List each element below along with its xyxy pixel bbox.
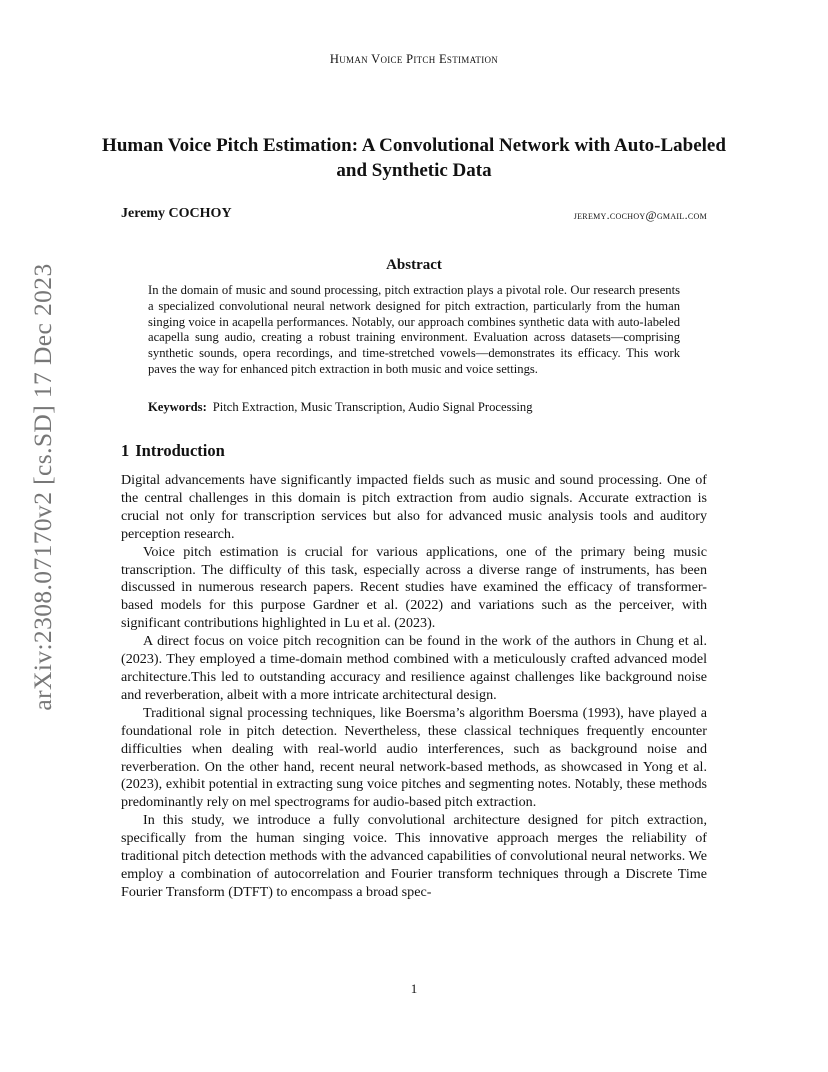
keywords-line xyxy=(148,400,688,415)
abstract-text: In the domain of music and sound processing, pitch extraction plays a pivotal role. Our research presents a specialized convolutional neural network designed for pitch extraction, particularly from the human singing voice in acapella performances. Notably, our approach combines synthetic data with auto-labeled acapella sung audio, creating a robust training environment. Evaluation across datasets—comprising synthetic sounds, opera recordings, and time-stretched vowels—demonstrates its efficacy. This work paves the way for enhanced pitch extraction in both music and voice settings. xyxy=(148,283,680,376)
section-number: 1 xyxy=(121,441,130,460)
keywords-list: Pitch Extraction, Music Transcription, Audio Signal Processing xyxy=(212,400,533,414)
body-paragraph: Traditional signal processing techniques, like Boersma’s algorithm Boersma (1993), have played a foundational role in pitch detection. Nevertheless, these classical techniques frequently encounter difficulties when dealing with real-world audio interferences, such as background noise and reverberation. On the other hand, recent neural network-based methods, as showcased in Yong et al. (2023), exhibit potential in extracting sung voice pitches and segmenting notes. Notably, these methods predominantly rely on mel spectrograms for audio-based pitch extraction. xyxy=(121,704,707,811)
section-heading xyxy=(121,441,231,461)
body-paragraph: Digital advancements have significantly impacted fields such as music and sound processing. One of the central challenges in this domain is pitch extraction from audio signals. Accurate extraction is crucial not only for transcription services but also for advanced music analysis tools and auditory perception research. xyxy=(121,472,707,542)
author-email: jeremy.cochoy@gmail.com xyxy=(573,208,707,222)
body-paragraph: A direct focus on voice pitch recognition can be found in the work of the authors in Chung et al. (2023). They employed a time-domain method combined with a meticulously crafted advanced model architecture.This led to outstanding accuracy and resilience against challenges like background noise and reverberation, albeit with a more intricate architectural design. xyxy=(121,633,707,703)
page-number: 1 xyxy=(410,981,418,996)
body-paragraph: In this study, we introduce a fully convolutional architecture designed for pitch extraction, specifically from the human singing voice. This innovative approach merges the reliability of traditional pitch detection methods with the advanced capabilities of convolutional neural networks. We employ a combination of autocorrelation and Fourier transform techniques through a Discrete Time Fourier Transform (DTFT) to encompass a broad spec- xyxy=(121,812,707,900)
keywords-label: Keywords: xyxy=(148,400,207,414)
abstract-heading: Abstract xyxy=(386,257,442,273)
arxiv-identifier-stamp: arXiv:2308.07170v2 [cs.SD] 17 Dec 2023 xyxy=(28,263,57,711)
paper-title: Human Voice Pitch Estimation: A Convolutional Network with Auto-Labeled and Synthetic Data xyxy=(102,135,726,181)
running-head: Human Voice Pitch Estimation xyxy=(329,52,499,66)
author-name: Jeremy COCHOY xyxy=(121,206,232,221)
section-body xyxy=(121,472,707,902)
body-paragraph: Voice pitch estimation is crucial for various applications, one of the primary being music transcription. The difficulty of this task, especially across a diverse range of instruments, has been discussed in numerous research papers. Recent studies have examined the efficacy of transformer-based models for this purpose Gardner et al. (2022) and variations such as the perceiver, with significant contributions highlighted in Lu et al. (2023). xyxy=(121,543,707,632)
section-title: Introduction xyxy=(135,441,225,460)
